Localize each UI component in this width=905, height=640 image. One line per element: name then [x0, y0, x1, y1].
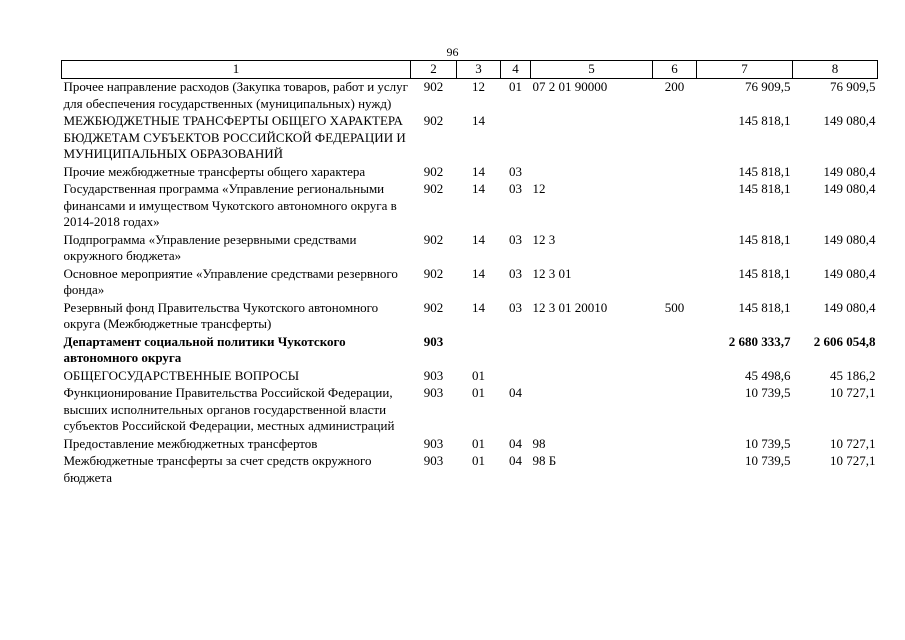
row-subsection: 03 [509, 163, 522, 179]
row-name: Основное мероприятие «Управление средствами резервного фонда» [63, 265, 398, 297]
row-amount-col8: 45 186,2 [830, 367, 876, 383]
table-row [62, 232, 878, 266]
row-section: 14 [472, 231, 485, 247]
row-amount-col8: 10 727,1 [830, 435, 876, 451]
row-section: 01 [472, 435, 485, 451]
row-department-code: 903 [423, 435, 444, 451]
table-row [62, 334, 878, 368]
row-subsection [501, 368, 531, 386]
table-row [62, 113, 878, 164]
row-subsection: 03 [509, 299, 522, 315]
row-expense-type [653, 232, 697, 266]
row-name: Департамент социальной политики Чукотского автономного округа [63, 333, 346, 365]
row-amount-col8: 149 080,4 [823, 163, 876, 179]
row-amount-col7: 10 739,5 [745, 453, 791, 468]
table-row [62, 79, 878, 114]
page-number: 96 [446, 45, 459, 59]
row-program-code: 12 [532, 181, 546, 196]
row-amount-col7: 145 818,1 [738, 163, 791, 179]
row-subsection: 03 [509, 231, 522, 247]
table-row [62, 300, 878, 334]
row-amount-col7: 2 680 333,7 [728, 333, 791, 349]
row-name: ОБЩЕГОСУДАРСТВЕННЫЕ ВОПРОСЫ [63, 367, 300, 383]
row-name: Предоставление межбюджетных трансфертов [63, 435, 318, 451]
row-section: 01 [472, 453, 485, 468]
row-amount-col8: 149 080,4 [823, 181, 876, 196]
row-amount-col8: 149 080,4 [823, 113, 876, 128]
row-department-code: 903 [423, 333, 444, 349]
row-program-code [531, 164, 653, 182]
column-header: 6 [653, 61, 697, 79]
row-subsection [501, 113, 531, 164]
table-row [62, 266, 878, 300]
row-name: Прочие межбюджетные трансферты общего характера [63, 163, 366, 179]
column-header: 2 [411, 61, 457, 79]
row-subsection: 04 [509, 453, 522, 468]
row-expense-type: 500 [664, 299, 685, 315]
row-department-code: 903 [423, 453, 444, 468]
row-department-code: 902 [423, 181, 444, 196]
row-department-code: 902 [423, 163, 444, 179]
table-row [62, 436, 878, 454]
row-amount-col8: 2 606 054,8 [813, 333, 876, 349]
row-program-code: 98 Б [532, 453, 557, 468]
row-section: 01 [472, 367, 485, 383]
row-name: Государственная программа «Управление региональными финансами и имуществом Чукотского автономного округа в 2014-2018 годах» [63, 181, 397, 229]
column-number-row [62, 61, 878, 79]
column-header: 8 [793, 61, 878, 79]
table-row [62, 453, 878, 487]
table-body [62, 79, 878, 488]
row-amount-col7: 10 739,5 [745, 435, 791, 451]
row-amount-col8: 149 080,4 [823, 299, 876, 315]
row-subsection: 03 [509, 181, 522, 196]
row-department-code: 902 [423, 231, 444, 247]
row-expense-type [653, 164, 697, 182]
row-expense-type [653, 266, 697, 300]
row-section: 14 [472, 163, 485, 179]
budget-table [61, 60, 878, 487]
row-subsection: 01 [509, 79, 522, 94]
row-program-code: 98 [532, 435, 546, 451]
row-amount-col8: 10 727,1 [830, 385, 876, 400]
row-program-code: 07 2 01 90000 [532, 79, 608, 94]
row-amount-col8: 149 080,4 [823, 231, 876, 247]
row-department-code: 902 [423, 113, 444, 128]
row-section: 14 [472, 181, 485, 196]
row-program-code: 12 3 [532, 231, 556, 247]
row-expense-type: 200 [664, 79, 685, 94]
column-header: 1 [62, 61, 411, 79]
table-row [62, 164, 878, 182]
row-name: Межбюджетные трансферты за счет средств окружного бюджета [63, 453, 372, 485]
row-subsection [501, 334, 531, 368]
column-header: 7 [697, 61, 793, 79]
row-section: 14 [472, 299, 485, 315]
row-program-code [531, 368, 653, 386]
row-amount-col8: 149 080,4 [823, 265, 876, 281]
row-department-code: 902 [423, 265, 444, 281]
row-name: Подпрограмма «Управление резервными средствами окружного бюджета» [63, 231, 357, 263]
row-program-code [531, 113, 653, 164]
row-section: 01 [472, 385, 485, 400]
row-department-code: 902 [423, 299, 444, 315]
row-section: 12 [472, 79, 485, 94]
row-amount-col7: 145 818,1 [738, 231, 791, 247]
row-program-code [531, 385, 653, 436]
row-amount-col7: 145 818,1 [738, 265, 791, 281]
table-row [62, 181, 878, 232]
row-expense-type [653, 453, 697, 487]
row-expense-type [653, 334, 697, 368]
row-amount-col8: 76 909,5 [830, 79, 876, 94]
row-subsection: 04 [509, 385, 522, 400]
row-amount-col7: 145 818,1 [738, 113, 791, 128]
row-subsection: 03 [509, 265, 522, 281]
row-expense-type [653, 113, 697, 164]
row-amount-col7: 145 818,1 [738, 181, 791, 196]
row-department-code: 903 [423, 385, 444, 400]
row-program-code [531, 334, 653, 368]
row-expense-type [653, 181, 697, 232]
row-name: Прочее направление расходов (Закупка товаров, работ и услуг для обеспечения государственных (муниципальных) нужд) [63, 79, 408, 111]
row-amount-col7: 145 818,1 [738, 299, 791, 315]
table-row [62, 385, 878, 436]
row-name: МЕЖБЮДЖЕТНЫЕ ТРАНСФЕРТЫ ОБЩЕГО ХАРАКТЕРА БЮДЖЕТАМ СУБЪЕКТОВ РОССИЙСКОЙ ФЕДЕРАЦИИ И МУНИЦИПАЛЬНЫХ ОБРАЗОВАНИЙ [63, 113, 406, 161]
row-name: Функционирование Правительства Российской Федерации, высших исполнительных органов государственной власти субъектов Российской Федерации, местных администраций [63, 385, 395, 433]
row-name: Резервный фонд Правительства Чукотского автономного округа (Межбюджетные трансферты) [63, 299, 379, 331]
row-department-code: 903 [423, 367, 444, 383]
row-expense-type [653, 385, 697, 436]
column-header: 5 [531, 61, 653, 79]
row-section [457, 334, 501, 368]
row-expense-type [653, 436, 697, 454]
row-subsection: 04 [509, 435, 522, 451]
row-section: 14 [472, 265, 485, 281]
row-department-code: 902 [423, 79, 444, 94]
row-expense-type [653, 368, 697, 386]
row-section: 14 [472, 113, 485, 128]
row-amount-col7: 76 909,5 [745, 79, 791, 94]
row-program-code: 12 3 01 20010 [532, 299, 608, 315]
row-amount-col8: 10 727,1 [830, 453, 876, 468]
table-row [62, 368, 878, 386]
column-header: 3 [457, 61, 501, 79]
row-amount-col7: 10 739,5 [745, 385, 791, 400]
row-amount-col7: 45 498,6 [745, 367, 791, 383]
row-program-code: 12 3 01 [532, 265, 572, 281]
column-header: 4 [501, 61, 531, 79]
